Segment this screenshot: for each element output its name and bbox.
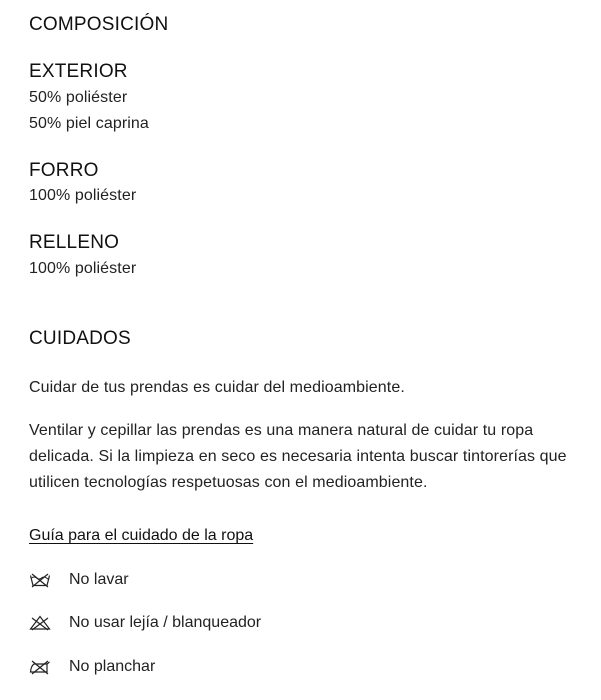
no-iron-icon (29, 659, 51, 675)
care-instruction-label: No usar lejía / blanqueador (69, 614, 262, 631)
section-title-forro: FORRO (29, 160, 99, 181)
composition-item: 100% poliéster (29, 260, 137, 277)
care-description: Ventilar y cepillar las prendas es una manera natural de cuidar tu ropa delicada. Si la limpieza en seco es necesaria intenta buscar tintorerías que utilicen tecnologías respetuosas con el medioambiente. (29, 422, 567, 491)
care-instruction-label: No lavar (69, 571, 129, 588)
composition-item: 50% piel caprina (29, 115, 149, 132)
care-instruction-row (29, 612, 261, 634)
composition-item: 50% poliéster (29, 89, 128, 106)
care-instruction-label: No planchar (69, 658, 156, 675)
composition-title: COMPOSICIÓN (29, 14, 169, 35)
care-title: CUIDADOS (29, 328, 131, 349)
section-title-relleno: RELLENO (29, 232, 120, 253)
care-guide-link[interactable]: Guía para el cuidado de la ropa (29, 527, 254, 544)
section-title-exterior: EXTERIOR (29, 61, 128, 82)
no-wash-icon (29, 572, 51, 588)
care-instruction-row (29, 656, 155, 678)
composition-item: 100% poliéster (29, 187, 137, 204)
no-bleach-icon (29, 615, 51, 631)
care-instruction-row (29, 569, 129, 591)
care-intro: Cuidar de tus prendas es cuidar del medioambiente. (29, 379, 405, 396)
